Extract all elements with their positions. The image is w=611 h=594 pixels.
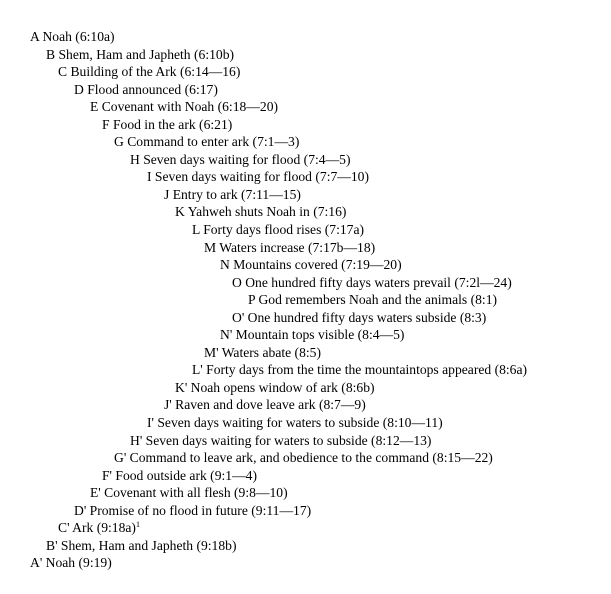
outline-line bbox=[0, 116, 611, 134]
outline-line-text: O One hundred fifty days waters prevail (7:2l—24) bbox=[232, 274, 512, 290]
outline-line bbox=[0, 519, 611, 537]
outline-line-text: P God remembers Noah and the animals (8:1) bbox=[248, 292, 498, 308]
outline-line-text: M Waters increase (7:17b—18) bbox=[204, 239, 376, 255]
outline-line bbox=[0, 81, 611, 99]
outline-line bbox=[0, 309, 611, 327]
outline-line bbox=[0, 537, 611, 555]
outline-line bbox=[0, 484, 611, 502]
outline-line-text: C Building of the Ark (6:14—16) bbox=[58, 64, 241, 80]
outline-line-text: K' Noah opens window of ark (8:6b) bbox=[175, 379, 375, 395]
outline-line bbox=[0, 502, 611, 520]
outline-line bbox=[0, 291, 611, 309]
outline-line-text: A Noah (6:10a) bbox=[30, 29, 115, 44]
outline-line bbox=[0, 46, 611, 64]
outline-line bbox=[0, 239, 611, 257]
outline-line-text: C' Ark (9:18a) bbox=[58, 520, 136, 536]
chiasm-outline bbox=[0, 28, 611, 572]
outline-line bbox=[0, 361, 611, 379]
outline-line-text: H Seven days waiting for flood (7:4—5) bbox=[130, 151, 351, 167]
outline-line-text: K Yahweh shuts Noah in (7:16) bbox=[175, 204, 347, 220]
outline-line-text: G Command to enter ark (7:1—3) bbox=[114, 134, 300, 150]
outline-line bbox=[0, 63, 611, 81]
outline-line-text: J' Raven and dove leave ark (8:7—9) bbox=[164, 397, 366, 413]
outline-line-text: L Forty days flood rises (7:17a) bbox=[192, 222, 365, 238]
outline-line-text: E Covenant with Noah (6:18—20) bbox=[90, 99, 279, 115]
outline-line bbox=[0, 98, 611, 116]
outline-line bbox=[0, 554, 611, 572]
outline-line-text: B' Shem, Ham and Japheth (9:18b) bbox=[46, 537, 237, 553]
outline-line bbox=[0, 432, 611, 450]
outline-line bbox=[0, 414, 611, 432]
outline-line bbox=[0, 151, 611, 169]
outline-line-text: F' Food outside ark (9:1—4) bbox=[102, 467, 257, 483]
outline-line-text: E' Covenant with all flesh (9:8—10) bbox=[90, 485, 288, 501]
outline-line-text: I' Seven days waiting for waters to subside (8:10—11) bbox=[147, 415, 443, 431]
outline-line-text: G' Command to leave ark, and obedience to the command (8:15—22) bbox=[114, 450, 493, 466]
outline-line bbox=[0, 186, 611, 204]
outline-line-text: D Flood announced (6:17) bbox=[74, 81, 218, 97]
footnote-marker: 1 bbox=[135, 520, 140, 530]
outline-line-text: A' Noah (9:19) bbox=[30, 555, 112, 571]
outline-line-text: N' Mountain tops visible (8:4—5) bbox=[220, 327, 405, 343]
outline-line-text: O' One hundred fifty days waters subside (8:3) bbox=[232, 309, 487, 325]
outline-line-text: I Seven days waiting for flood (7:7—10) bbox=[147, 169, 369, 185]
outline-line-text: D' Promise of no flood in future (9:11—17) bbox=[74, 502, 312, 518]
outline-line bbox=[0, 256, 611, 274]
outline-line bbox=[0, 133, 611, 151]
outline-line-text: L' Forty days from the time the mountaintops appeared (8:6a) bbox=[192, 362, 528, 378]
outline-line bbox=[0, 168, 611, 186]
outline-line bbox=[0, 467, 611, 485]
outline-line bbox=[0, 274, 611, 292]
outline-line bbox=[0, 396, 611, 414]
outline-line bbox=[0, 344, 611, 362]
outline-line-text: B Shem, Ham and Japheth (6:10b) bbox=[46, 46, 235, 62]
outline-line bbox=[0, 28, 611, 46]
outline-line-text: N Mountains covered (7:19—20) bbox=[220, 257, 402, 273]
outline-line-text: H' Seven days waiting for waters to subside (8:12—13) bbox=[130, 432, 432, 448]
outline-line bbox=[0, 379, 611, 397]
outline-line bbox=[0, 221, 611, 239]
outline-line bbox=[0, 203, 611, 221]
outline-line-text: F Food in the ark (6:21) bbox=[102, 116, 233, 132]
outline-line bbox=[0, 326, 611, 344]
outline-line-text: M' Waters abate (8:5) bbox=[204, 344, 321, 360]
outline-line-text: J Entry to ark (7:11—15) bbox=[164, 186, 301, 202]
outline-line bbox=[0, 449, 611, 467]
